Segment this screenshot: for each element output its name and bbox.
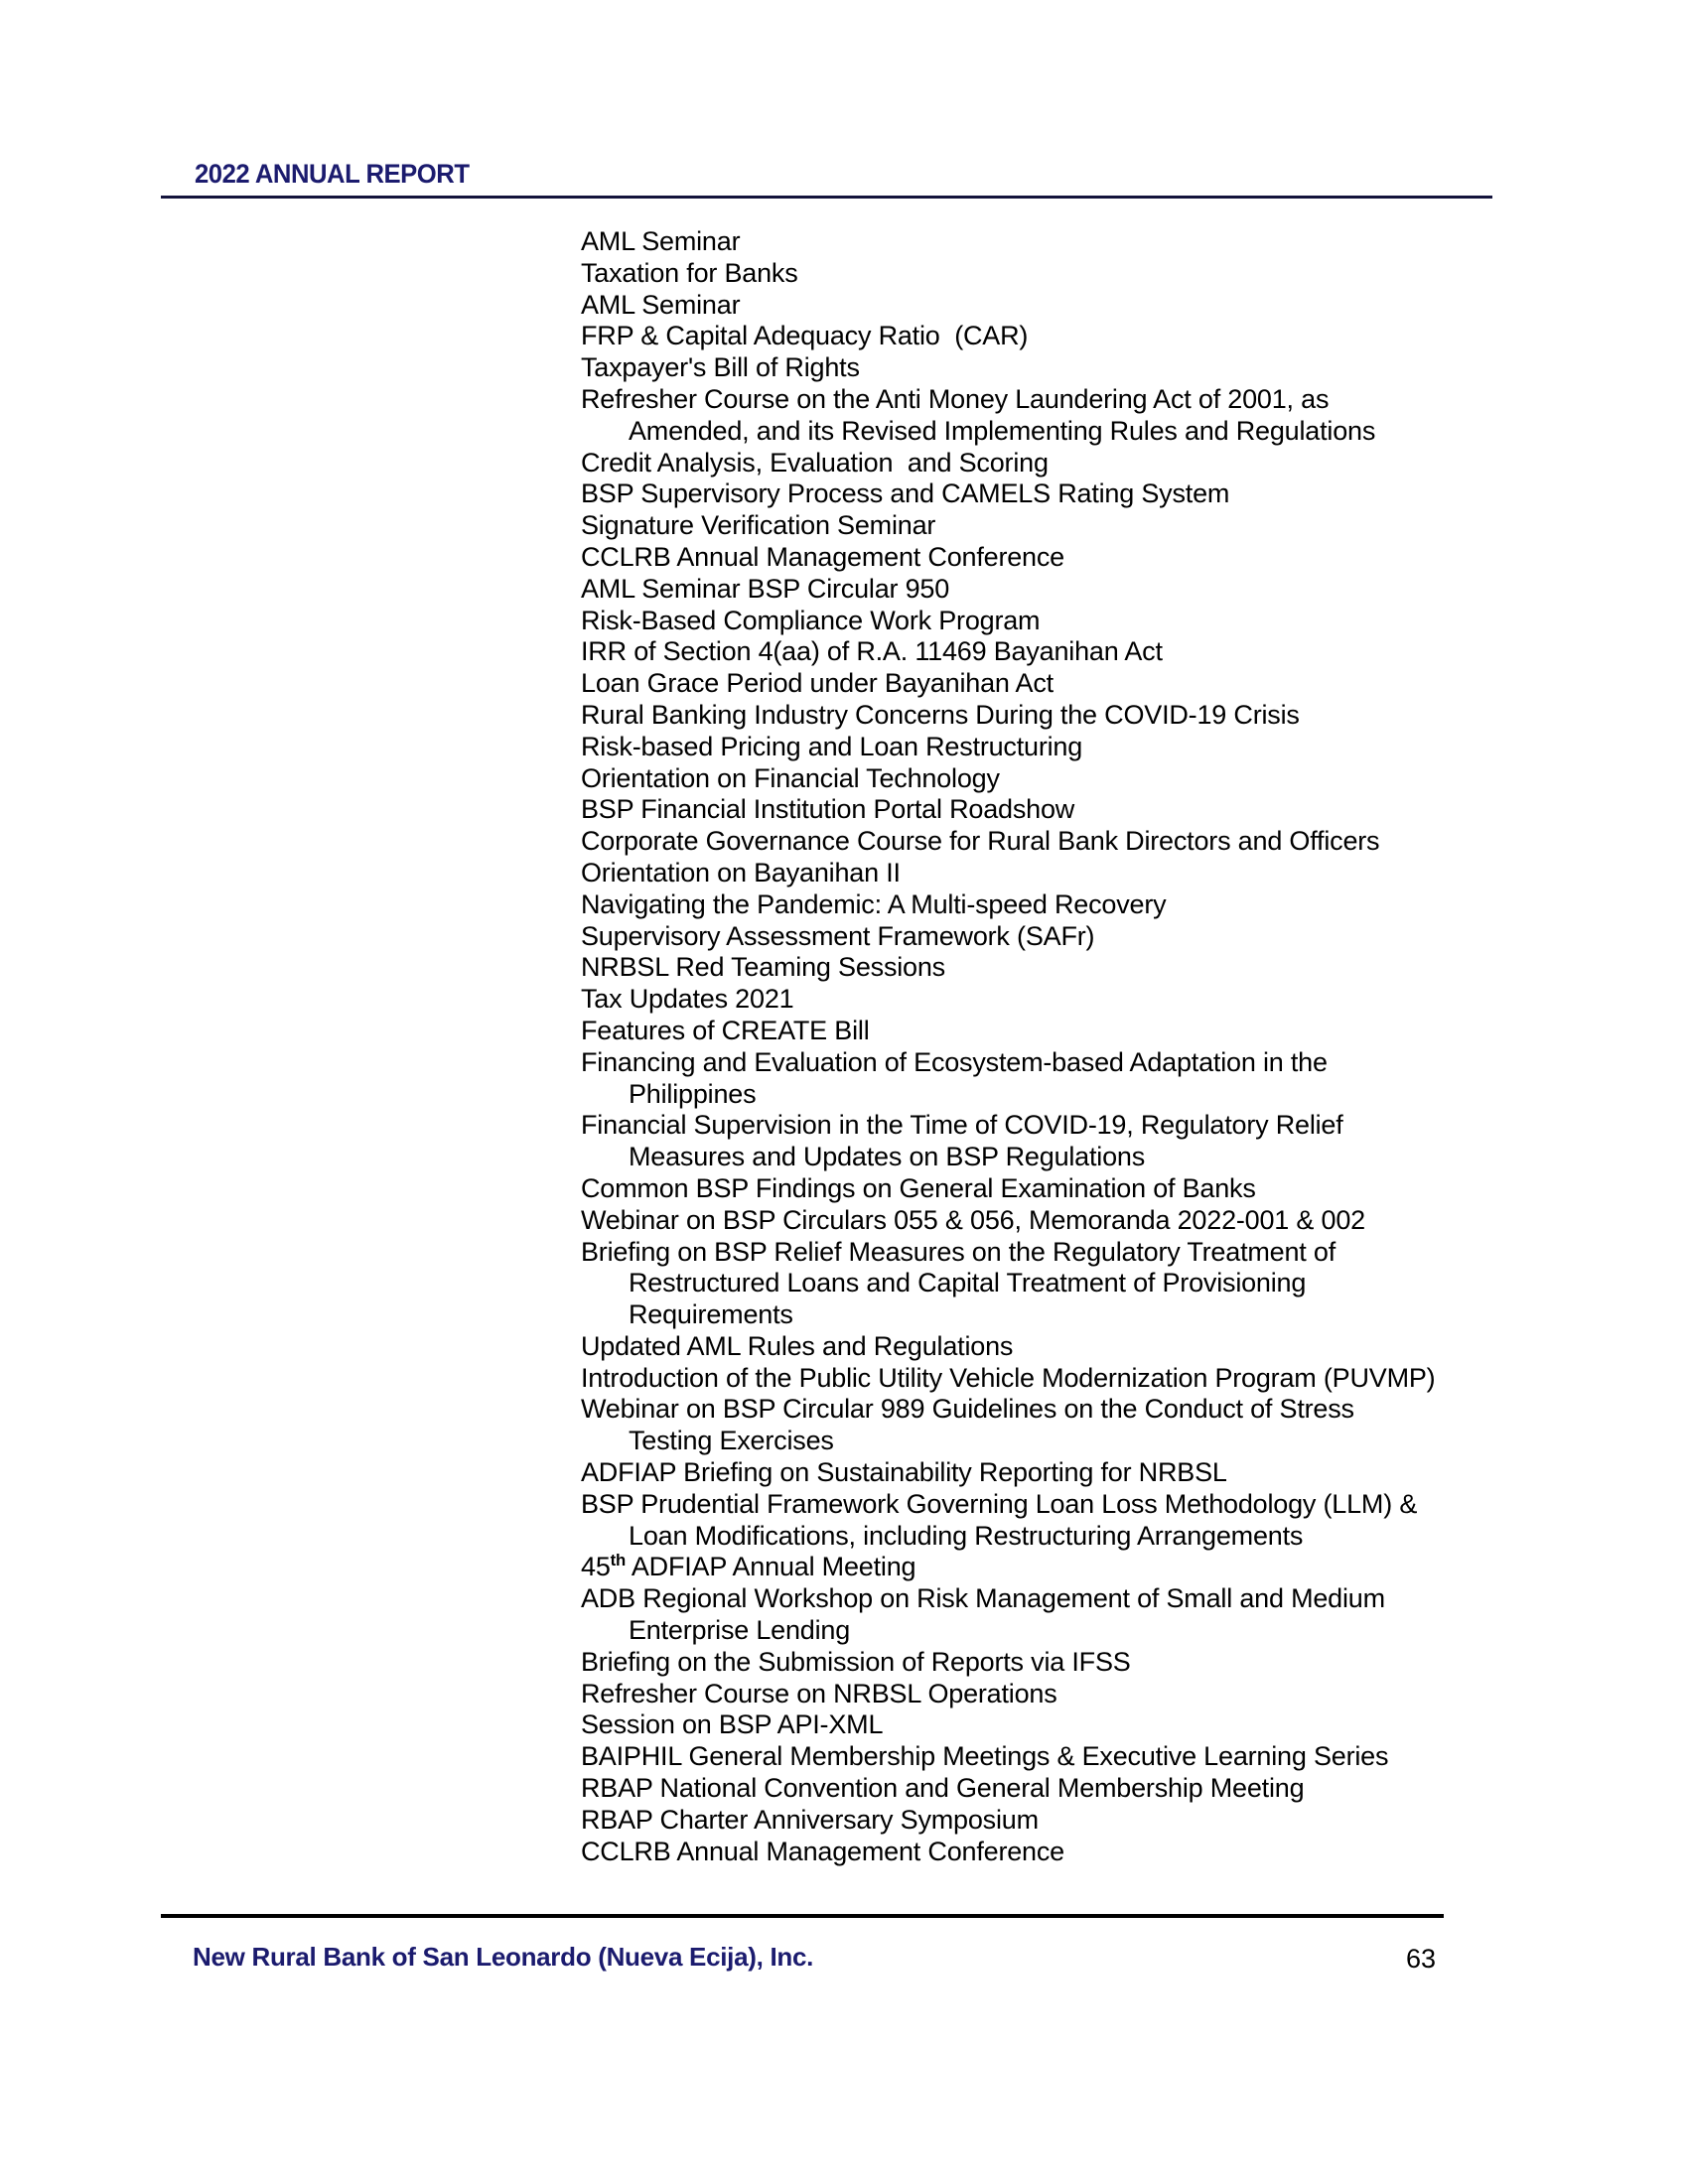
training-item: CCLRB Annual Management Conference bbox=[581, 1836, 1064, 1866]
training-item: Measures and Updates on BSP Regulations bbox=[629, 1142, 1146, 1172]
training-item: Features of CREATE Bill bbox=[581, 1015, 870, 1045]
training-item: BSP Supervisory Process and CAMELS Rating System bbox=[581, 478, 1230, 509]
training-item: Tax Updates 2021 bbox=[581, 984, 794, 1015]
header-divider bbox=[161, 196, 1492, 199]
training-item: ADFIAP Briefing on Sustainability Reporting for NRBSL bbox=[581, 1457, 1227, 1488]
training-item: Orientation on Bayanihan II bbox=[581, 857, 901, 887]
training-item: Refresher Course on NRBSL Operations bbox=[581, 1678, 1057, 1708]
training-item: Financing and Evaluation of Ecosystem-based Adaptation in the bbox=[581, 1046, 1328, 1077]
training-item: Testing Exercises bbox=[629, 1426, 834, 1456]
training-list bbox=[581, 226, 1494, 1867]
training-item: Signature Verification Seminar bbox=[581, 510, 936, 541]
training-item: ADB Regional Workshop on Risk Management of Small and Medium bbox=[581, 1583, 1385, 1614]
training-item: 45th ADFIAP Annual Meeting bbox=[581, 1551, 916, 1582]
training-item: Refresher Course on the Anti Money Laundering Act of 2001, as bbox=[581, 383, 1330, 414]
training-item: Philippines bbox=[629, 1078, 757, 1109]
training-item: Restructured Loans and Capital Treatment of Provisioning bbox=[629, 1268, 1307, 1298]
training-item: Risk-based Pricing and Loan Restructuring bbox=[581, 731, 1083, 761]
training-item: Enterprise Lending bbox=[629, 1615, 851, 1646]
training-item: AML Seminar bbox=[581, 289, 741, 320]
training-item: Webinar on BSP Circular 989 Guidelines on the Conduct of Stress bbox=[581, 1394, 1354, 1425]
training-item: Session on BSP API-XML bbox=[581, 1709, 884, 1740]
training-item: BSP Prudential Framework Governing Loan Loss Methodology (LLM) & bbox=[581, 1488, 1418, 1519]
training-item: Supervisory Assessment Framework (SAFr) bbox=[581, 920, 1095, 951]
training-item: Navigating the Pandemic: A Multi-speed Recovery bbox=[581, 888, 1167, 919]
footer-bank-name: New Rural Bank of San Leonardo (Nueva Ecija), Inc. bbox=[193, 1942, 814, 1972]
training-item: Introduction of the Public Utility Vehicle Modernization Program (PUVMP) bbox=[581, 1362, 1436, 1393]
training-item: Briefing on the Submission of Reports via IFSS bbox=[581, 1646, 1131, 1677]
training-item: Updated AML Rules and Regulations bbox=[581, 1330, 1014, 1361]
training-item: Rural Banking Industry Concerns During the COVID-19 Crisis bbox=[581, 699, 1300, 730]
training-item: Credit Analysis, Evaluation and Scoring bbox=[581, 447, 1049, 478]
training-item: Taxation for Banks bbox=[581, 257, 798, 288]
training-item: Risk-Based Compliance Work Program bbox=[581, 605, 1041, 635]
training-item: BAIPHIL General Membership Meetings & Executive Learning Series bbox=[581, 1741, 1389, 1772]
training-item: Loan Grace Period under Bayanihan Act bbox=[581, 668, 1054, 699]
training-item: FRP & Capital Adequacy Ratio (CAR) bbox=[581, 321, 1029, 351]
training-item: NRBSL Red Teaming Sessions bbox=[581, 952, 945, 983]
training-item: RBAP Charter Anniversary Symposium bbox=[581, 1804, 1039, 1835]
training-item: Financial Supervision in the Time of COVID-19, Regulatory Relief bbox=[581, 1110, 1343, 1141]
training-item: BSP Financial Institution Portal Roadshow bbox=[581, 794, 1075, 825]
training-item: Amended, and its Revised Implementing Rules and Regulations bbox=[629, 415, 1376, 446]
training-item: Taxpayer's Bill of Rights bbox=[581, 352, 860, 383]
page-number: 63 bbox=[1406, 1944, 1437, 1974]
training-item: RBAP National Convention and General Membership Meeting bbox=[581, 1773, 1305, 1804]
training-item: Orientation on Financial Technology bbox=[581, 762, 1000, 793]
footer-divider bbox=[161, 1914, 1444, 1918]
training-item: AML Seminar bbox=[581, 226, 741, 256]
training-item: CCLRB Annual Management Conference bbox=[581, 541, 1064, 572]
training-item: Requirements bbox=[629, 1299, 793, 1330]
training-item: Loan Modifications, including Restructuring Arrangements bbox=[629, 1520, 1304, 1551]
training-item: Briefing on BSP Relief Measures on the Regulatory Treatment of bbox=[581, 1236, 1336, 1267]
training-item: Common BSP Findings on General Examination of Banks bbox=[581, 1172, 1256, 1203]
training-item: Webinar on BSP Circulars 055 & 056, Memoranda 2022-001 & 002 bbox=[581, 1204, 1365, 1235]
training-item: AML Seminar BSP Circular 950 bbox=[581, 573, 950, 604]
training-item: IRR of Section 4(aa) of R.A. 11469 Bayanihan Act bbox=[581, 636, 1163, 667]
training-item: Corporate Governance Course for Rural Bank Directors and Officers bbox=[581, 826, 1380, 857]
page-title: 2022 ANNUAL REPORT bbox=[195, 159, 470, 189]
